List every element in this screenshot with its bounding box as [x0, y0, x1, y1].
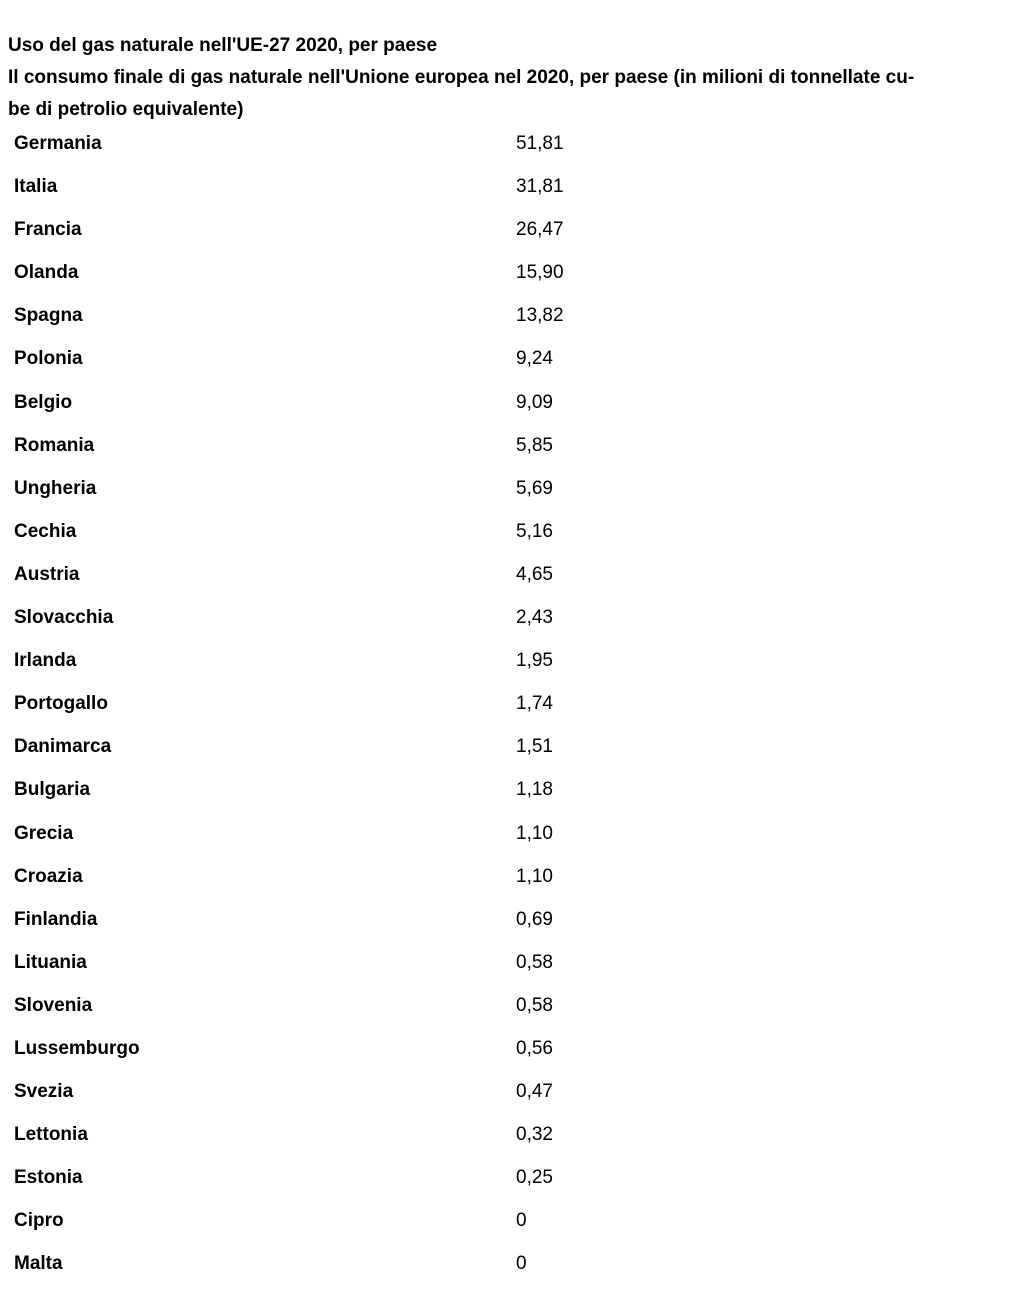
table-row: [14, 1113, 994, 1156]
country-label: Malta: [14, 1253, 63, 1275]
value-cell: 1,74: [516, 693, 553, 715]
value-cell: 0,58: [516, 994, 553, 1016]
value-cell: 1,10: [516, 865, 553, 887]
value-cell: 1,10: [516, 822, 553, 844]
table-row: [14, 165, 994, 208]
country-label: Austria: [14, 563, 80, 585]
value-cell: 4,65: [516, 563, 553, 585]
value-cell: 9,09: [516, 391, 553, 413]
country-label: Portogallo: [14, 693, 108, 715]
chart-subtitle-line-2: be di petrolio equivalente): [8, 99, 244, 120]
chart-header: [8, 30, 1004, 126]
table-row: [14, 639, 994, 682]
country-label: Cipro: [14, 1210, 64, 1232]
country-label: Danimarca: [14, 736, 112, 758]
country-label: Romania: [14, 434, 95, 456]
country-label: Lituania: [14, 951, 87, 973]
table-row: [14, 596, 994, 639]
table-row: [14, 855, 994, 898]
table-row: [14, 467, 994, 510]
table-row: [14, 1199, 994, 1242]
table-row: [14, 682, 994, 725]
country-label: Spagna: [14, 305, 83, 327]
value-cell: 1,95: [516, 650, 553, 672]
value-cell: 9,24: [516, 348, 553, 370]
table-row: [14, 812, 994, 855]
value-cell: 1,18: [516, 779, 553, 801]
country-label: Ungheria: [14, 477, 97, 499]
value-cell: 0,47: [516, 1081, 553, 1103]
value-cell: 5,69: [516, 477, 553, 499]
chart-subtitle: [8, 62, 1004, 126]
country-label: Irlanda: [14, 650, 77, 672]
table-row: [14, 251, 994, 294]
value-cell: 5,85: [516, 434, 553, 456]
value-cell: 51,81: [516, 133, 564, 154]
value-cell: 26,47: [516, 219, 564, 241]
value-cell: 0: [516, 1210, 527, 1232]
country-label: Lussemburgo: [14, 1037, 140, 1059]
value-cell: 15,90: [516, 262, 564, 284]
table-row: [14, 1070, 994, 1113]
country-label: Italia: [14, 176, 58, 198]
table-row: [14, 553, 994, 596]
table-row: [14, 381, 994, 424]
table-row: [14, 984, 994, 1027]
country-label: Finlandia: [14, 908, 98, 930]
value-cell: 5,16: [516, 520, 553, 542]
value-cell: 0,56: [516, 1037, 553, 1059]
value-cell: 13,82: [516, 305, 564, 327]
country-label: Lettonia: [14, 1124, 88, 1146]
table-row: [14, 294, 994, 337]
country-label: Croazia: [14, 865, 83, 887]
data-table: [14, 122, 994, 1286]
country-label: Cechia: [14, 520, 77, 542]
country-label: Estonia: [14, 1167, 83, 1189]
value-cell: 2,43: [516, 607, 553, 629]
chart-title: Uso del gas naturale nell'UE-27 2020, per paese: [8, 35, 438, 56]
country-label: Grecia: [14, 822, 74, 844]
value-cell: 0,32: [516, 1124, 553, 1146]
country-label: Olanda: [14, 262, 79, 284]
country-label: Bulgaria: [14, 779, 91, 801]
country-label: Francia: [14, 219, 82, 241]
country-label: Belgio: [14, 391, 73, 413]
table-row: [14, 1027, 994, 1070]
table-row: [14, 122, 994, 165]
value-cell: 0,69: [516, 908, 553, 930]
value-cell: 31,81: [516, 176, 564, 198]
table-row: [14, 424, 994, 467]
country-label: Germania: [14, 133, 102, 154]
table-row: [14, 208, 994, 251]
value-cell: 0,25: [516, 1167, 553, 1189]
table-row: [14, 337, 994, 380]
table-row: [14, 1242, 994, 1285]
table-row: [14, 898, 994, 941]
country-label: Svezia: [14, 1081, 74, 1103]
table-row: [14, 725, 994, 768]
chart-subtitle-line-1: Il consumo finale di gas naturale nell'Unione europea nel 2020, per paese (in milioni di tonnellate cu-: [8, 67, 915, 88]
country-label: Polonia: [14, 348, 83, 370]
table-row: [14, 768, 994, 811]
table-row: [14, 510, 994, 553]
country-label: Slovenia: [14, 994, 93, 1016]
value-cell: 0,58: [516, 951, 553, 973]
value-cell: 1,51: [516, 736, 553, 758]
table-row: [14, 1156, 994, 1199]
country-label: Slovacchia: [14, 607, 114, 629]
value-cell: 0: [516, 1253, 527, 1275]
table-row: [14, 941, 994, 984]
